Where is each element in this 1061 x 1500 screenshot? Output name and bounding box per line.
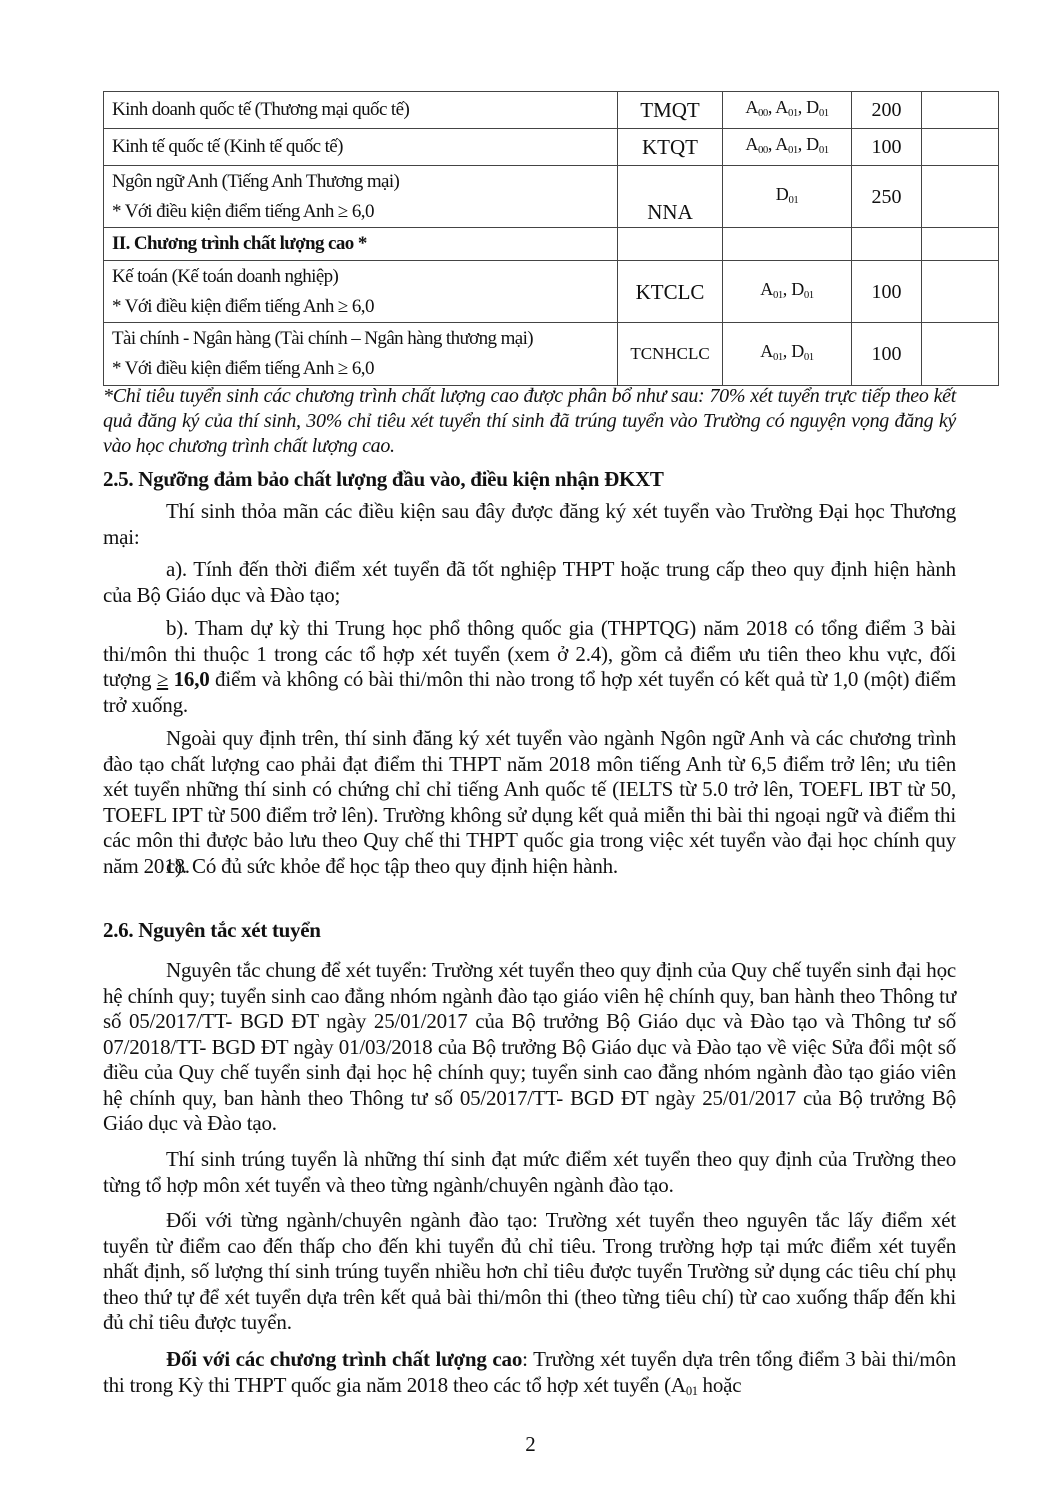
item-b-text: b). Tham dự kỳ thi Trung học phổ thông quốc gia (THPTQG) năm 2018 có tổng điểm 3 bài thi/môn thi thuộc 1 trong các tổ hợp xét tuyển (xem ở 2.4), gồm cả điểm ưu tiên theo khu vực, đối tượng — [103, 616, 956, 691]
para4-text-end: hoặc — [697, 1372, 742, 1397]
combo-sub: 01 — [773, 288, 783, 301]
combo-sub: 00 — [758, 144, 768, 156]
para4-text: : Trường xét tuyển dựa trên tổng điểm 3 bài thi/môn thi trong Kỳ thi THPT quốc gia năm 2018 theo các tổ hợp xét tuyển (A — [103, 1347, 956, 1397]
code-cell: TMQT — [618, 92, 723, 129]
program-cell — [104, 129, 618, 166]
paragraph-successful-candidates: Thí sinh trúng tuyển là những thí sinh đạt mức điểm xét tuyển theo quy định của Trường theo từng tổ hợp môn xét tuyển và theo từng ngành/chuyên ngành đào tạo. — [103, 1147, 956, 1197]
combo-letter: D — [806, 97, 819, 117]
item-b-text-end: điểm và không có bài thi/môn thi nào trong tổ hợp xét tuyển có kết quả từ 1,0 (một) điểm trở xuống. — [103, 667, 956, 717]
section-title-cell: II. Chương trình chất lượng cao * — [104, 228, 618, 261]
program-name: Tài chính - Ngân hàng (Tài chính – Ngân hàng thương mại) — [112, 328, 533, 349]
paragraph-item-a: a). Tính đến thời điểm xét tuyển đã tốt nghiệp THPT hoặc trung cấp theo quy định hiện hành của Bộ Giáo dục và Đào tạo; — [103, 557, 956, 607]
paragraph-item-b — [103, 616, 956, 718]
program-cell — [104, 323, 618, 386]
empty-cell — [922, 166, 999, 228]
combo-letter: D — [775, 183, 789, 204]
paragraph-general-principle: Nguyên tắc chung để xét tuyển: Trường xét tuyển theo quy định của Quy chế tuyển sinh đại học hệ chính quy; tuyển sinh cao đẳng nhóm ngành đào tạo giáo viên hệ chính quy, ban hành theo Thông tư số 05/2017/TT- BGD ĐT ngày 25/01/2017 của Bộ trưởng Bộ Giáo dục và Đào tạo và Thông tư số 07/2018/TT- BGD ĐT ngày 01/03/2018 của Bộ trưởng Bộ Giáo dục và Đào tạo về việc Sửa đổi một số điều của Quy chế tuyển sinh đại học hệ chính quy; tuyển sinh cao đẳng nhóm ngành đào tạo giáo viên hệ chính quy, ban hành theo Thông tư số 05/2017/TT- BGD ĐT ngày 25/01/2017 của Bộ trưởng Bộ Giáo dục và Đào tạo. — [103, 958, 956, 1135]
paragraph-high-quality-programs — [103, 1347, 956, 1404]
program-cell — [104, 92, 618, 129]
table-footnote: *Chỉ tiêu tuyển sinh các chương trình chất lượng cao được phân bổ như sau: 70% xét tuyển trực tiếp theo kết quả đăng ký của thí sinh, 30% chỉ tiêu xét tuyển thí sinh đã trúng tuyển vào Trường có nguyện vọng đăng ký vào học chương trình chất lượng cao. — [103, 385, 956, 457]
combo-letter: A — [745, 134, 759, 154]
paragraph-extra-conditions: Ngoài quy định trên, thí sinh đăng ký xét tuyển vào ngành Ngôn ngữ Anh và các chương trình đào tạo chất lượng cao phải đạt điểm thi THPT năm 2018 môn tiếng Anh từ 6,5 điểm trở lên; ưu tiên xét tuyển những thí sinh có chứng chỉ chỉ tiếng Anh quốc tế (IELTS từ 5.0 trở lên, TOEFL IBT từ 50, TOEFL IPT từ 500 điểm trở lên). Trường không sử dụng kết quả miễn thi bài thi ngoại ngữ và điểm thi các môn thi được bảo lưu theo Quy chế thi THPT quốc gia trong việc xét tuyển vào đại học chính quy năm 2018. — [103, 726, 956, 878]
code-cell: NNA — [618, 166, 723, 228]
program-name: Kinh doanh quốc tế (Thương mại quốc tế) — [112, 99, 410, 120]
paragraph-per-major: Đối với từng ngành/chuyên ngành đào tạo: Trường xét tuyển theo nguyên tắc lấy điểm xét tuyển từ điểm cao đến thấp cho đến khi tuyển đủ chỉ tiêu. Trong trường hợp tại mức điểm xét tuyển nhất định, số lượng thí sinh trúng tuyển nhiều hơn chỉ tiêu được tuyển Trường sử dụng các tiêu chí phụ theo thứ tự để xét tuyển dựa trên kết quả bài thi/môn thi (theo từng tiêu chí) từ cao xuống thấp đến khi đủ chỉ tiêu được tuyển. — [103, 1208, 956, 1334]
combo-sub: 00 — [758, 107, 768, 119]
combo-sub: 01 — [803, 351, 814, 363]
item-b-threshold: 16,0 — [173, 667, 210, 691]
table-row — [104, 129, 999, 166]
code-cell: TCNHCLC — [618, 323, 723, 386]
empty-cell — [922, 228, 999, 261]
combo-sub: 01 — [773, 351, 783, 363]
empty-cell — [922, 129, 999, 166]
combo-letter: A — [760, 341, 773, 361]
combo-sub: 01 — [787, 107, 798, 119]
program-cell — [104, 166, 618, 228]
combo-letter: D — [791, 278, 804, 299]
table-row — [104, 323, 999, 386]
combo-letter: D — [791, 341, 804, 361]
paragraph-intro: Thí sinh thỏa mãn các điều kiện sau đây được đăng ký xét tuyển vào Trường Đại học Thương mại: — [103, 499, 956, 549]
quota-cell: 200 — [852, 92, 922, 129]
table-row — [104, 92, 999, 129]
table-row — [104, 166, 999, 228]
combo-letter: A — [760, 278, 773, 299]
admission-quota-table — [103, 91, 999, 386]
empty-cell — [922, 92, 999, 129]
paragraph-item-c: c). Có đủ sức khỏe để học tập theo quy định hiện hành. — [166, 854, 618, 878]
code-cell: KTCLC — [618, 261, 723, 323]
combo-sub: 01 — [818, 107, 829, 119]
combo-cell: $A_{00}$, $A_{01}$, $D_{01}$ — [723, 92, 852, 129]
table-section-row — [104, 228, 999, 261]
quota-cell: 100 — [852, 261, 922, 323]
quota-cell: 250 — [852, 166, 922, 228]
quota-cell: 100 — [852, 129, 922, 166]
empty-cell — [852, 228, 922, 261]
item-b-ge-symbol: ≥ — [156, 667, 169, 691]
program-condition: * Với điều kiện điểm tiếng Anh ≥ 6,0 — [112, 295, 374, 317]
empty-cell — [922, 323, 999, 386]
section-heading-2-6: 2.6. Nguyên tắc xét tuyển — [103, 918, 321, 942]
quota-cell: 100 — [852, 323, 922, 386]
combo-sub: 01 — [788, 193, 799, 206]
program-condition: * Với điều kiện điểm tiếng Anh ≥ 6,0 — [112, 200, 374, 222]
empty-cell — [723, 228, 852, 261]
combo-letter: A — [775, 134, 788, 154]
combo-sub: 01 — [818, 144, 829, 156]
para4-bold-lead: Đối với các chương trình chất lượng cao — [166, 1347, 523, 1371]
empty-cell — [618, 228, 723, 261]
program-name: Kế toán (Kế toán doanh nghiệp) — [112, 265, 339, 287]
combo-cell: $A_{01}$, $D_{01}$ — [723, 261, 852, 323]
table-row — [104, 261, 999, 323]
code-cell: KTQT — [618, 129, 723, 166]
program-name: Ngôn ngữ Anh (Tiếng Anh Thương mại) — [112, 170, 400, 192]
program-condition: * Với điều kiện điểm tiếng Anh ≥ 6,0 — [112, 358, 374, 379]
empty-cell — [922, 261, 999, 323]
section-heading-2-5: 2.5. Ngưỡng đảm bảo chất lượng đầu vào, điều kiện nhận ĐKXT — [103, 467, 664, 491]
combo-cell — [723, 166, 852, 228]
combo-cell: $A_{00}$, $A_{01}$, $D_{01}$ — [723, 129, 852, 166]
combo-letter: A — [775, 97, 788, 117]
page-number: 2 — [525, 1432, 536, 1456]
combo-cell: $A_{01}$, $D_{01}$ — [723, 323, 852, 386]
combo-sub: 01 — [787, 144, 798, 156]
combo-letter: A — [745, 97, 759, 117]
combo-letter: D — [806, 134, 819, 154]
program-name: Kinh tế quốc tế (Kinh tế quốc tế) — [112, 136, 343, 157]
program-cell — [104, 261, 618, 323]
combo-sub: 01 — [803, 288, 814, 301]
para4-sub: 01 — [685, 1383, 698, 1398]
